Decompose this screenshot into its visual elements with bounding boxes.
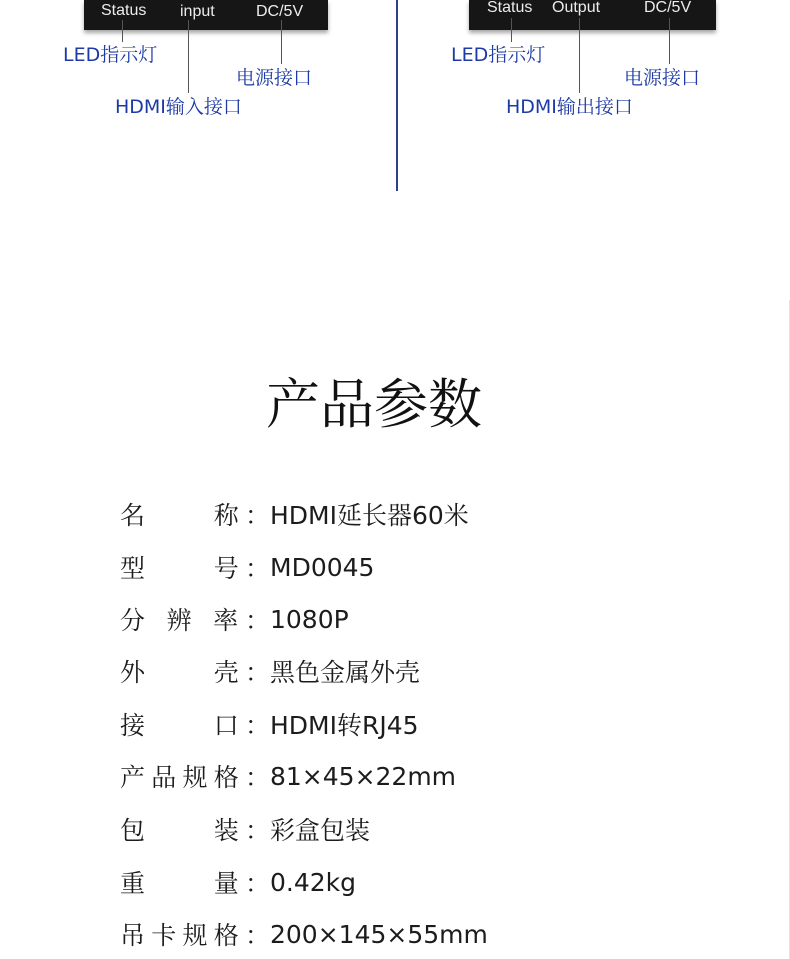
- section-title: 产品参数: [266, 373, 482, 436]
- callout-line-led: [511, 18, 512, 42]
- spec-row-packaging: [120, 809, 370, 849]
- spec-row-resolution: [120, 599, 349, 639]
- spec-value: 200×145×55mm: [270, 919, 488, 949]
- device-left-panel: [84, 0, 328, 30]
- device-label-input: input: [180, 3, 215, 20]
- spec-label: 型 号：: [120, 554, 270, 583]
- spec-value: 1080P: [270, 604, 349, 634]
- device-label-power: DC/5V: [256, 3, 304, 20]
- callout-led-right: LED指示灯: [451, 44, 546, 66]
- callout-hdmi-input: HDMI输入接口: [115, 96, 242, 118]
- spec-label: 包 装：: [120, 816, 270, 845]
- spec-row-hang-card: [120, 914, 488, 954]
- spec-label: 外 壳：: [120, 658, 270, 687]
- callout-hdmi-output: HDMI输出接口: [506, 96, 633, 118]
- device-right-panel: [469, 0, 716, 30]
- spec-value: MD0045: [270, 552, 375, 582]
- spec-row-model: [120, 547, 374, 587]
- callout-line-power: [669, 18, 670, 64]
- spec-label: 名 称：: [120, 501, 270, 530]
- callout-line-hdmi: [579, 18, 580, 93]
- spec-row-weight: [120, 862, 356, 902]
- spec-label: 分 辨 率：: [120, 606, 270, 635]
- spec-row-shell: [120, 651, 420, 691]
- spec-value: 黑色金属外壳: [270, 658, 421, 687]
- vertical-divider: [396, 0, 398, 191]
- spec-row-name: [120, 494, 469, 534]
- device-label-output: Output: [552, 0, 601, 16]
- callout-led-left: LED指示灯: [63, 44, 158, 66]
- device-label-status: Status: [487, 0, 533, 16]
- spec-label: 接 口：: [120, 711, 270, 740]
- spec-row-interface: [120, 704, 419, 744]
- callout-power-right: 电源接口: [624, 67, 701, 89]
- spec-value: 0.42kg: [270, 867, 357, 897]
- spec-value: 彩盒包装: [270, 816, 371, 845]
- callout-line-power: [281, 20, 282, 64]
- spec-label: 吊卡规格：: [120, 921, 270, 950]
- device-label-status: Status: [101, 2, 147, 19]
- callout-line-hdmi: [188, 20, 189, 93]
- spec-row-dimensions: [120, 756, 456, 796]
- callout-line-led: [122, 20, 123, 42]
- callout-power-left: 电源接口: [236, 67, 313, 89]
- spec-value: HDMI转RJ45: [270, 711, 419, 740]
- spec-label: 重 量：: [120, 869, 270, 898]
- spec-value: 81×45×22mm: [270, 761, 457, 791]
- device-label-power: DC/5V: [644, 0, 692, 16]
- spec-label: 产品规格：: [120, 763, 270, 792]
- spec-value: HDMI延长器60米: [270, 501, 469, 530]
